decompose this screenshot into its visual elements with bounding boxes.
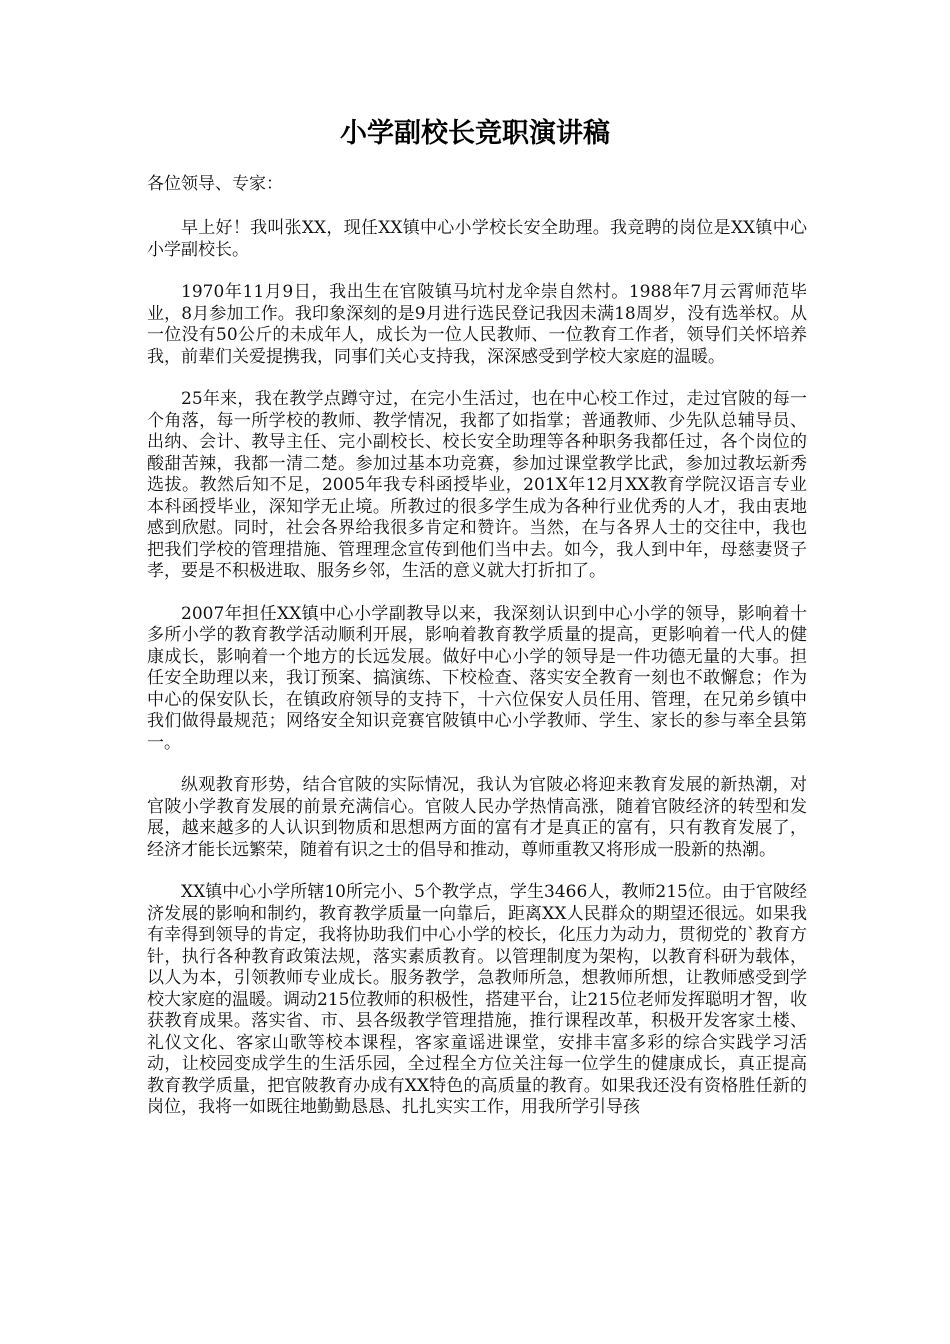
paragraph-role: 2007年担任XX镇中心小学副教导以来，我深刻认识到中心小学的领导，影响着十多所小学的教育教学活动顺利开展，影响着教育教学质量的提高，更影响着一代人的健康成长，影响着一个地方的长远发展。做好中心小学的领导是一件功德无量的大事。担任安全助理以来，我订预案、搞演练、下校检查、落实安全教育一刻也不敢懈怠；作为中心的保安队长，在镇政府领导的支持下，十六位保安人员任用、管理，在兄弟乡镇中我们做得最规范；网络安全知识竞赛官陂镇中心小学教师、学生、家长的参与率全县第一。 <box>147 603 807 753</box>
paragraph-background: 1970年11月9日，我出生在官陂镇马坑村龙伞崇自然村。1988年7月云霄师范毕业，8月参加工作。我印象深刻的是9月进行选民登记我因未满18周岁，没有选举权。从一位没有50公斤的未成年人，成长为一位人民教师、一位教育工作者，领导们关怀培养我，前辈们关爱提携我，同事们关心支持我，深深感受到学校大家庭的温暖。 <box>147 282 807 367</box>
salutation: 各位领导、专家： <box>147 174 283 194</box>
paragraph-outlook: 纵观教育形势，结合官陂的实际情况，我认为官陂必将迎来教育发展的新热潮，对官陂小学教育发展的前景充满信心。官陂人民办学热情高涨，随着官陂经济的转型和发展，越来越多的人认识到物质和思想两方面的富有才是真正的富有，只有教育发展了，经济才能长远繁荣，随着有识之士的倡导和推动，尊师重教又将形成一股新的热潮。 <box>147 775 807 860</box>
paragraph-plan: XX镇中心小学所辖10所完小、5个教学点，学生3466人，教师215位。由于官陂经济发展的影响和制约，教育教学质量一向靠后，距离XX人民群众的期望还很远。如果我有幸得到领导的肯定，我将协助我们中心小学的校长，化压力为动力，贯彻党的`教育方针，执行各种教育政策法规，落实素质教育。以管理制度为架构，以教育科研为载体，以人为本，引领教师专业成长。服务教学，急教师所急，想教师所想，让教师感受到学校大家庭的温暖。调动215位教师的积极性，搭建平台，让215位老师发挥聪明才智，收获教育成果。落实省、市、县各级教学管理措施，推行课程改革，积极开发客家土楼、礼仪文化、客家山歌等校本课程，客家童谣进课堂，安排丰富多彩的综合实践学习活动，让校园变成学生的生活乐园，全过程全方位关注每一位学生的健康成长，真正提高教育教学质量，把官陂教育办成有XX特色的高质量的教育。如果我还没有资格胜任新的岗位，我将一如既往地勤勤恳恳、扎扎实实工作，用我所学引导孩 <box>147 882 807 1117</box>
document-body <box>147 218 807 1140</box>
paragraph-experience: 25年来，我在教学点蹲守过，在完小生活过，也在中心校工作过，走过官陂的每一个角落，每一所学校的教师、教学情况，我都了如指掌；普通教师、少先队总辅导员、出纳、会计、教导主任、完小副校长、校长安全助理等各种职务我都任过，各个岗位的酸甜苦辣，我都一清二楚。参加过基本功竞赛，参加过课堂教学比武，参加过教坛新秀选拔。教然后知不足，2005年我专科函授毕业，201X年12月XX教育学院汉语言专业本科函授毕业，深知学无止境。所教过的很多学生成为各种行业优秀的人才，我由衷地感到欣慰。同时，社会各界给我很多肯定和赞许。当然，在与各界人士的交往中，我也把我们学校的管理措施、管理理念宣传到他们当中去。如今，我人到中年，母慈妻贤子孝，要是不积极进取、服务乡邻，生活的意义就大打折扣了。 <box>147 389 807 581</box>
paragraph-greeting: 早上好！我叫张XX，现任XX镇中心小学校长安全助理。我竞聘的岗位是XX镇中心小学副校长。 <box>147 218 807 260</box>
document-title: 小学副校长竞职演讲稿 <box>340 118 610 149</box>
